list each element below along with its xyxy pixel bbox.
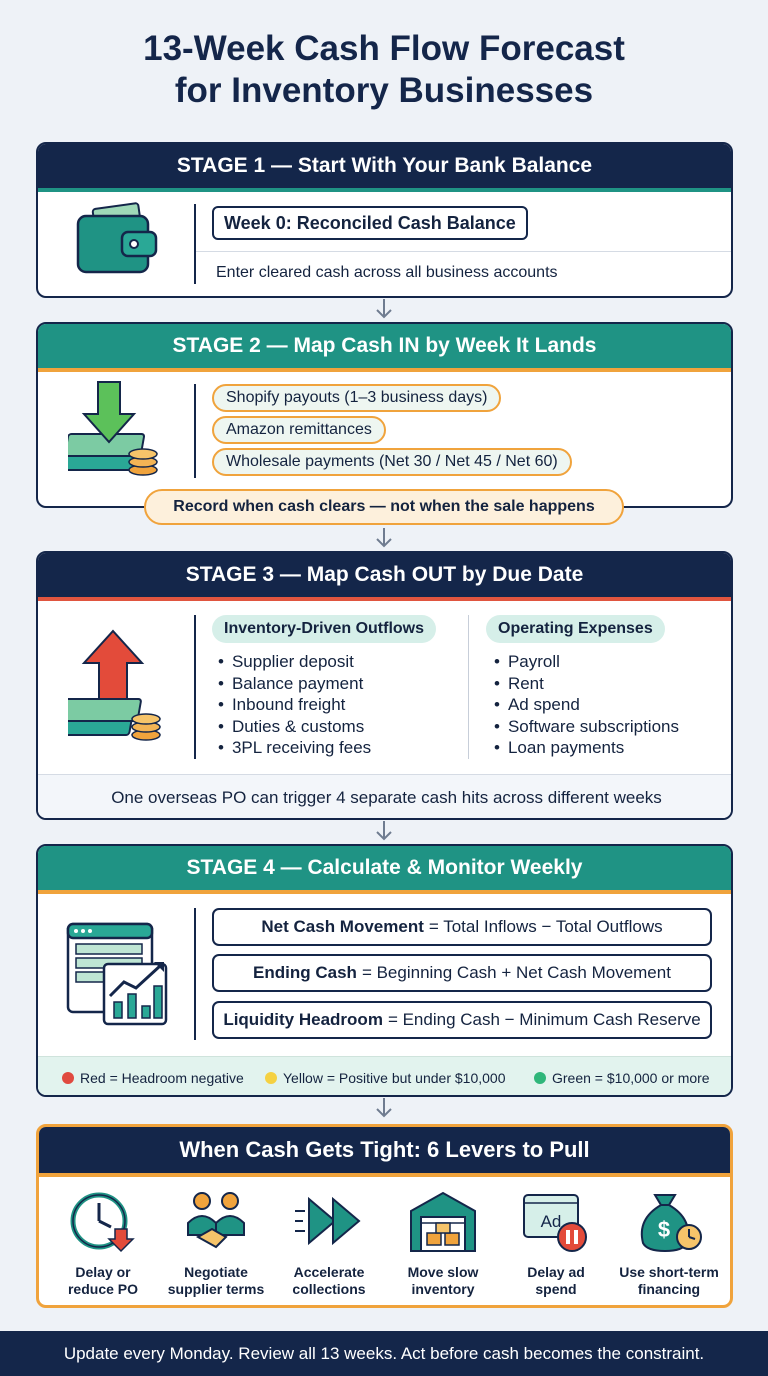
legend-green [534,1070,710,1086]
list-item: • Ad spend [494,694,679,716]
levers-header: When Cash Gets Tight: 6 Levers to Pull [39,1127,730,1173]
stage-2-divider [194,384,196,478]
handshake-icon [180,1189,252,1255]
page-title [0,28,768,112]
lever-label [269,1264,389,1298]
title-line-2: for Inventory Businesses [174,71,594,110]
stage-1-balance-box [212,206,528,240]
operating-expenses-list [494,651,679,759]
stage-2-callout [144,489,624,525]
stage-3-divider-left [194,615,196,759]
stage-3-card [36,551,733,820]
stage-4-divider [194,908,196,1040]
lever-label-line: Delay or [75,1264,131,1280]
list-item: • Loan payments [494,737,679,759]
legend-green-label: Green = $10,000 or more [552,1070,710,1086]
spreadsheet-chart-icon [66,922,170,1031]
list-item: • Software subscriptions [494,716,679,738]
legend-red [62,1070,244,1086]
formula-expression: = Beginning Cash + Net Cash Movement [361,963,671,982]
svg-text:$: $ [657,1217,671,1242]
stage-1-card [36,142,733,298]
levers-strip [39,1173,730,1177]
stage-1-balance-label: Week 0: Reconciled Cash Balance [224,212,516,233]
formula-term: Ending Cash [253,963,357,982]
stage-3-header: STAGE 3 — Map Cash OUT by Due Date [38,553,731,597]
stage-1-header: STAGE 1 — Start With Your Bank Balance [38,144,731,188]
lever-label-line: financing [637,1281,701,1297]
lever-label-line: reduce PO [67,1281,139,1297]
footer-text: Update every Monday. Review all 13 weeks. Act before cash becomes the constraint. [63,1343,705,1363]
green-dot-icon [534,1072,546,1084]
stage-2-card [36,322,733,508]
lever-label-line: Move slow [407,1264,479,1280]
levers-card [36,1124,733,1308]
stage-2-header: STAGE 2 — Map Cash IN by Week It Lands [38,324,731,368]
fast-forward-icon [293,1189,365,1255]
lever-label [156,1264,276,1298]
lever-accelerate-collections [269,1189,389,1298]
lever-label-line: Accelerate [293,1264,365,1280]
stage-4-card [36,844,733,1097]
stage-1-divider [194,204,196,284]
lever-short-term-financing [609,1189,729,1298]
title-line-1: 13-Week Cash Flow Forecast [143,29,625,68]
list-item: • Duties & customs [218,716,371,738]
lever-label [43,1264,163,1298]
money-bag-icon [633,1189,705,1255]
stage-4-header: STAGE 4 — Calculate & Monitor Weekly [38,846,731,890]
formula-liquidity-headroom [212,1001,712,1039]
down-arrow-icon [374,820,394,842]
stage-3-strip [38,597,731,601]
inventory-outflows-list [218,651,371,759]
legend-yellow [265,1070,505,1086]
inflow-wholesale-pill: Wholesale payments (Net 30 / Net 45 / Net 60) [212,448,572,476]
stage-1-strip [38,188,731,192]
lever-label [383,1264,503,1298]
legend-yellow-label: Yellow = Positive but under $10,000 [283,1070,506,1086]
lever-negotiate-terms [156,1189,276,1298]
status-legend [38,1056,733,1097]
stage-3-note-band [38,774,733,820]
footer-banner [0,1331,768,1376]
lever-label-line: supplier terms [167,1281,265,1297]
down-arrow-icon [374,1097,394,1119]
lever-label-line: inventory [411,1281,475,1297]
list-item: • Payroll [494,651,679,673]
formula-term: Liquidity Headroom [223,1010,383,1029]
cash-in-icon [68,380,168,485]
stage-3-note: One overseas PO can trigger 4 separate cash hits across different weeks [111,787,662,807]
down-arrow-icon [374,298,394,320]
legend-red-label: Red = Headroom negative [80,1070,244,1086]
lever-label [496,1264,616,1298]
lever-delay-po [43,1189,163,1298]
cash-out-icon [68,627,168,750]
stage-4-strip [38,890,731,894]
formula-term: Net Cash Movement [261,917,424,936]
yellow-dot-icon [265,1072,277,1084]
stage-2-callout-text: Record when cash clears — not when the sale happens [173,498,595,515]
lever-label [609,1264,729,1298]
formula-ending-cash [212,954,712,992]
down-arrow-icon [374,527,394,549]
list-item: • 3PL receiving fees [218,737,371,759]
inflow-amazon-pill: Amazon remittances [212,416,386,444]
clock-icon [67,1189,139,1255]
list-item: • Rent [494,673,679,695]
lever-label-line: collections [292,1281,366,1297]
lever-label-line: Negotiate [184,1264,248,1280]
ad-pause-icon [520,1189,592,1255]
stage-1-note: Enter cleared cash across all business accounts [216,264,558,281]
lever-label-line: Delay ad [527,1264,585,1280]
inflow-shopify-pill: Shopify payouts (1–3 business days) [212,384,501,412]
operating-expenses-tag: Operating Expenses [486,615,665,643]
formula-expression: = Ending Cash − Minimum Cash Reserve [387,1010,701,1029]
warehouse-icon [407,1189,479,1255]
stage-3-divider-mid [468,615,469,759]
list-item: • Supplier deposit [218,651,371,673]
stage-1-separator [196,251,733,252]
lever-label-line: Use short-term [619,1264,719,1280]
red-dot-icon [62,1072,74,1084]
stage-2-strip [38,368,731,372]
list-item: • Balance payment [218,673,371,695]
wallet-icon [72,202,160,285]
formula-expression: = Total Inflows − Total Outflows [428,917,663,936]
ad-text: Ad [540,1212,562,1231]
lever-delay-ad-spend [496,1189,616,1298]
inventory-outflows-tag: Inventory-Driven Outflows [212,615,436,643]
formula-net-cash [212,908,712,946]
lever-move-inventory [383,1189,503,1298]
lever-label-line: spend [535,1281,577,1297]
list-item: • Inbound freight [218,694,371,716]
